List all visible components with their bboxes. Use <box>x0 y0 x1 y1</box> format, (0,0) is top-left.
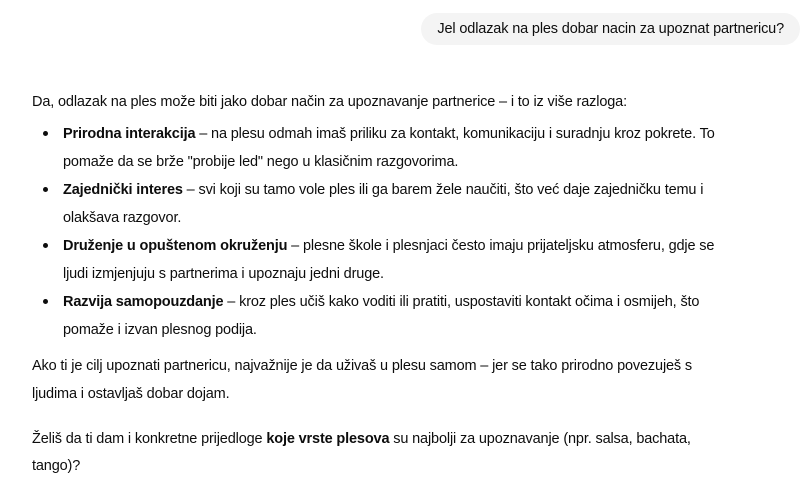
bullet-icon <box>43 187 48 192</box>
item-text: – kroz ples učiš kako voditi ili pratiti, uspostaviti kontakt očima i osmijeh, što <box>223 294 700 310</box>
bullet-icon <box>43 299 48 304</box>
item-text: – plesne škole i plesnjaci često imaju prijateljsku atmosferu, gdje se <box>287 238 715 254</box>
item-title: Razvija samopouzdanje <box>63 294 224 310</box>
user-message-bubble <box>421 13 800 45</box>
summary-paragraph: Ako ti je cilj upoznati partnericu, najvažnije je da uživaš u plesu samom – jer se tako prirodno povezuješ s <box>32 358 693 374</box>
item-text-cont: ljudi izmjenjuju s partnerima i upoznaju jedni druge. <box>63 266 384 282</box>
question-text: su najbolji za upoznavanje (npr. salsa, bachata, <box>389 431 691 447</box>
item-text-cont: pomaže da se brže "probije led" nego u klasičnim razgovorima. <box>63 154 459 170</box>
item-title: Zajednički interes <box>63 182 183 198</box>
question-paragraph-cont: tango)? <box>32 458 81 474</box>
bullet-icon <box>43 131 48 136</box>
item-text: – svi koji su tamo vole ples ili ga barem žele naučiti, što već daje zajedničku temu i <box>182 182 704 198</box>
user-message-text: Jel odlazak na ples dobar nacin za upoznat partnericu? <box>437 21 784 37</box>
item-title: Prirodna interakcija <box>63 126 196 142</box>
bullet-icon <box>43 243 48 248</box>
question-paragraph <box>32 429 691 449</box>
item-title: Druženje u opuštenom okruženju <box>63 238 288 254</box>
item-text-cont: pomaže i izvan plesnog podija. <box>63 322 257 338</box>
summary-paragraph-cont: ljudima i ostavljaš dobar dojam. <box>32 386 230 402</box>
question-bold: koje vrste plesova <box>266 431 390 447</box>
question-text: Želiš da ti dam i konkretne prijedloge <box>32 431 267 447</box>
item-text-cont: olakšava razgovor. <box>63 210 182 226</box>
item-text: – na plesu odmah imaš priliku za kontakt, komunikaciju i suradnju kroz pokrete. To <box>195 126 715 142</box>
intro-paragraph: Da, odlazak na ples može biti jako dobar način za upoznavanje partnerice – i to iz više razloga: <box>32 94 627 110</box>
